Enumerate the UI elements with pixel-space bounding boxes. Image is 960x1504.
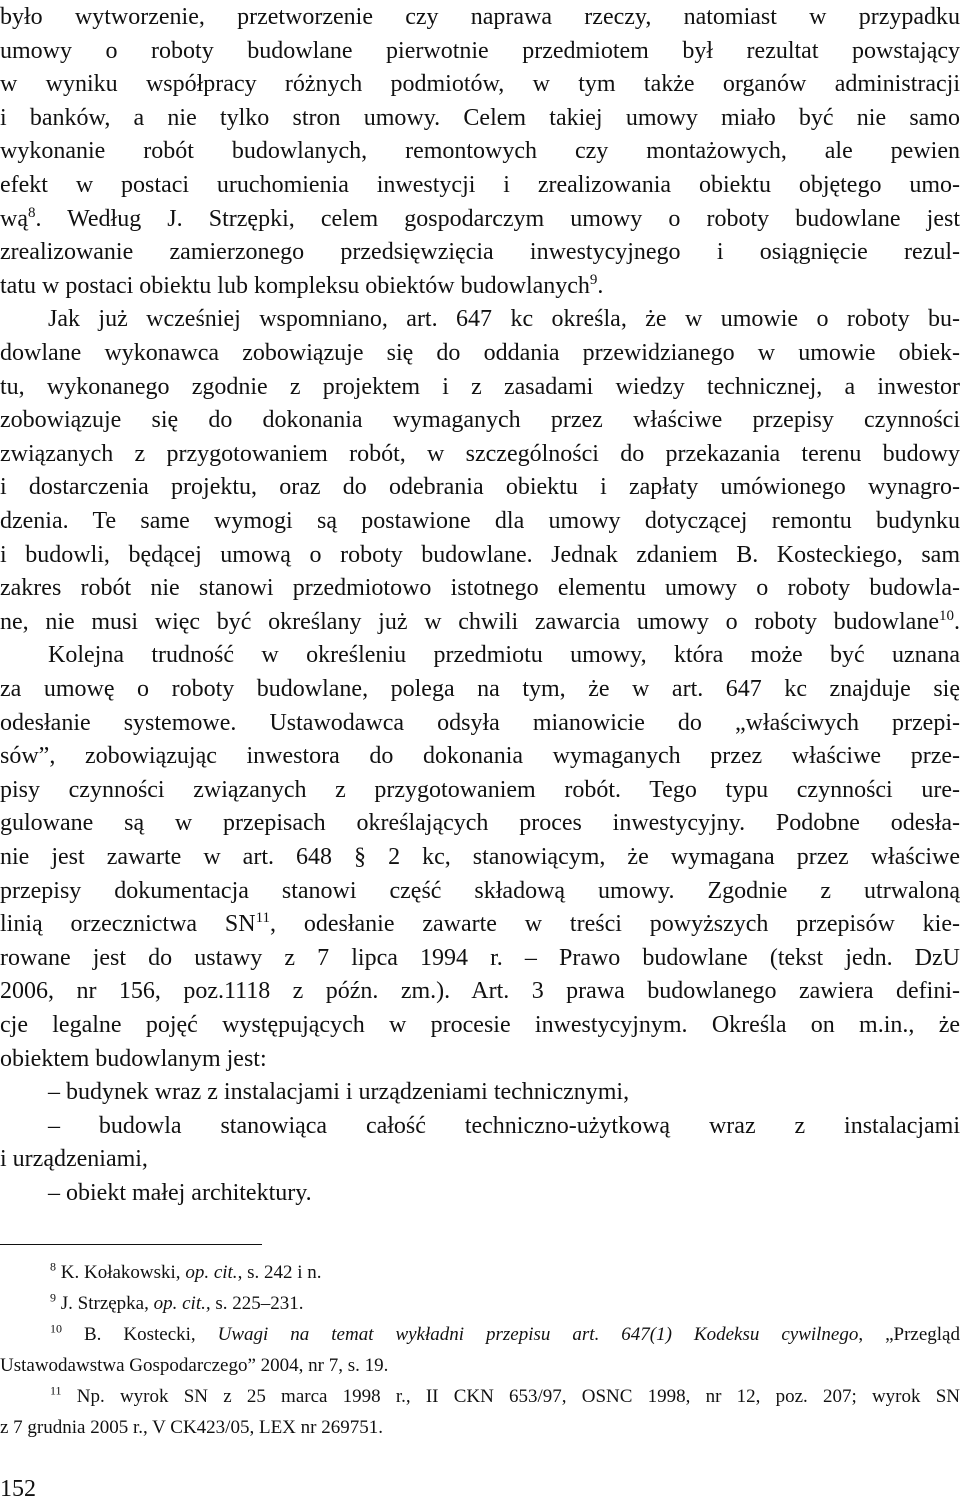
text-line <box>0 0 960 34</box>
text-line <box>0 672 960 706</box>
text-line <box>0 638 960 672</box>
text-line <box>0 336 960 370</box>
footnote-marker: 9 <box>589 271 598 288</box>
text-line <box>0 1142 960 1176</box>
text-segment: . Według J. Strzępki, celem gospodarczym umowy o roboty budowlane jest <box>35 205 960 232</box>
text-segment: . <box>954 608 960 635</box>
footnote-marker: 10 <box>50 1321 62 1336</box>
text-line <box>0 571 960 605</box>
text-segment: było wytworzenie, przetworzenie czy naprawa rzeczy, natomiast w przypadku <box>0 4 960 30</box>
text-line <box>0 1008 960 1042</box>
text-line <box>0 202 960 236</box>
text-segment: w wyniku współpracy różnych podmiotów, w tym także organów administracji <box>0 71 960 98</box>
text-segment: efekt w postaci uruchomienia inwestycji i zrealizowania obiektu objętego umo- <box>0 172 960 198</box>
text-line <box>0 840 960 874</box>
text-line <box>0 1109 960 1143</box>
text-segment: obiektem budowlanym jest: <box>0 1045 267 1072</box>
text-line <box>0 168 960 202</box>
text-segment: , s. 242 i n. <box>237 1262 322 1283</box>
text-line <box>0 806 960 840</box>
footnote-marker: 11 <box>255 910 271 927</box>
text-segment: Kolejna trudność w określeniu przedmiotu umowy, która może być uznana <box>48 642 960 669</box>
footnote-line <box>0 1415 960 1441</box>
text-line <box>0 235 960 269</box>
footnote-marker: 8 <box>27 204 36 221</box>
text-line <box>0 403 960 437</box>
text-line <box>0 470 960 504</box>
text-segment: – budowla stanowiąca całość techniczno-użytkową wraz z instalacjami <box>48 1112 960 1139</box>
text-segment: s. 225–231. <box>210 1293 304 1314</box>
text-line <box>0 874 960 908</box>
text-segment: – budynek wraz z instalacjami i urządzeniami technicznymi, <box>48 1079 630 1106</box>
text-segment: wą <box>0 205 28 232</box>
text-segment: i urządzeniami, <box>0 1146 148 1173</box>
text-line <box>0 739 960 773</box>
text-segment: . <box>597 272 604 299</box>
text-segment: gulowane są w przepisach określających proces inwestycyjny. Podobne odesła- <box>0 810 960 837</box>
text-segment: z 7 grudnia 2005 r., V CK423/05, LEX nr 269751. <box>0 1417 383 1438</box>
text-line <box>0 134 960 168</box>
text-line <box>0 1176 960 1210</box>
text-line <box>0 605 960 639</box>
footnote-line <box>0 1322 960 1348</box>
text-segment: Jak już wcześniej wspomniano, art. 647 kc określa, że w umowie o roboty bu- <box>48 306 960 333</box>
text-segment: przepisy dokumentacja stanowi część składową umowy. Zgodnie z utrwaloną <box>0 877 960 904</box>
text-line <box>0 67 960 101</box>
text-line <box>0 269 960 303</box>
text-segment: , odesłanie zawarte w treści powyższych przepisów kie- <box>270 911 960 938</box>
text-line <box>0 907 960 941</box>
text-segment: pisy czynności związanych z przygotowaniem robót. Tego typu czynności ure- <box>0 776 960 803</box>
text-line <box>0 1075 960 1109</box>
text-segment: i dostarczenia projektu, oraz do odebrania obiektu i zapłaty umówionego wynagro- <box>0 474 960 501</box>
text-line <box>0 538 960 572</box>
text-line <box>0 974 960 1008</box>
text-line <box>0 941 960 975</box>
text-line <box>0 773 960 807</box>
text-segment: i banków, a nie tylko stron umowy. Celem takiej umowy miało być nie samo <box>0 104 960 131</box>
text-segment: dowlane wykonawca zobowiązuje się do oddania przewidzianego w umowie obiek- <box>0 340 960 366</box>
footnote-line <box>0 1353 960 1379</box>
text-line <box>0 437 960 471</box>
text-segment: za umowę o roboty budowlane, polega na tym, że w art. 647 kc znajduje się <box>0 676 960 702</box>
text-line <box>0 302 960 336</box>
text-segment: umowy o roboty budowlane pierwotnie przedmiotem był rezultat powstający <box>0 37 960 64</box>
text-segment: K. Kołakowski, <box>56 1262 186 1283</box>
text-line <box>0 34 960 68</box>
text-segment: sów”, zobowiązując inwestora do dokonania wymaganych przez właściwe prze- <box>0 743 960 770</box>
text-line <box>0 1042 960 1076</box>
text-segment: Ustawodawstwa Gospodarczego” 2004, nr 7, s. 19. <box>0 1355 389 1376</box>
text-line <box>0 706 960 740</box>
footnote-marker: 9 <box>50 1290 56 1305</box>
text-segment: odesłanie systemowe. Ustawodawca odsyła mianowicie do „właściwych przepi- <box>0 709 960 736</box>
italic-text: op. cit., <box>153 1293 211 1314</box>
text-segment: cje legalne pojęć występujących w procesie inwestycyjnym. Określa on m.in., że <box>0 1012 960 1038</box>
footnote-marker: 10 <box>939 607 954 624</box>
footnote-line <box>0 1260 960 1286</box>
text-segment: B. Kostecki, <box>62 1324 218 1345</box>
page-number: 152 <box>0 1476 36 1502</box>
text-segment: tatu w postaci obiektu lub kompleksu obiektów budowlanych <box>0 272 590 299</box>
footnote-line <box>0 1384 960 1410</box>
text-segment: tu, wykonanego zgodnie z projektem i z zasadami wiedzy technicznej, a inwestor <box>0 373 960 400</box>
text-segment: nie jest zawarte w art. 648 § 2 kc, stanowiącym, że wymagana przez właściwe <box>0 844 960 870</box>
text-segment: zobowiązuje się do dokonania wymaganych przez właściwe przepisy czynności <box>0 407 960 434</box>
text-segment: – obiekt małej architektury. <box>48 1180 312 1206</box>
text-segment: zrealizowanie zamierzonego przedsięwzięcia inwestycyjnego i osiągnięcie rezul- <box>0 239 960 266</box>
italic-text: Uwagi na temat wykładni przepisu art. 647(1) Kodeksu cywilnego <box>217 1324 859 1345</box>
italic-text: op. cit. <box>185 1262 238 1283</box>
text-segment: i budowli, będącej umową o roboty budowlane. Jednak zdaniem B. Kosteckiego, sam <box>0 541 960 568</box>
text-segment: ne, nie musi więc być określany już w chwili zawarcia umowy o roboty budowlane <box>0 608 939 635</box>
text-segment: zakres robót nie stanowi przedmiotowo istotnego elementu umowy o roboty budowla- <box>0 575 960 602</box>
text-segment: 2006, nr 156, poz.1118 z późn. zm.). Art. 3 prawa budowlanego zawiera defini- <box>0 978 960 1005</box>
text-line <box>0 101 960 135</box>
text-segment: Np. wyrok SN z 25 marca 1998 r., II CKN 653/97, OSNC 1998, nr 12, poz. 207; wyrok SN <box>61 1386 960 1407</box>
text-segment: wykonanie robót budowlanych, remontowych czy montażowych, ale pewien <box>0 138 960 165</box>
text-segment: rowane jest do ustawy z 7 lipca 1994 r. – Prawo budowlane (tekst jedn. DzU <box>0 944 960 971</box>
text-segment: linią orzecznictwa SN <box>0 911 256 938</box>
footnote-marker: 11 <box>50 1383 62 1398</box>
footnote-marker: 8 <box>50 1259 56 1274</box>
text-line <box>0 504 960 538</box>
text-segment: , „Przegląd <box>858 1324 960 1345</box>
text-segment: dzenia. Te same wymogi są postawione dla umowy dotyczącej remontu budynku <box>0 508 960 534</box>
footnote-separator <box>0 1244 262 1245</box>
text-segment: związanych z przygotowaniem robót, w szczególności do przekazania terenu budowy <box>0 440 960 467</box>
text-segment: J. Strzępka, <box>56 1293 154 1314</box>
footnote-line <box>0 1291 960 1317</box>
text-line <box>0 370 960 404</box>
